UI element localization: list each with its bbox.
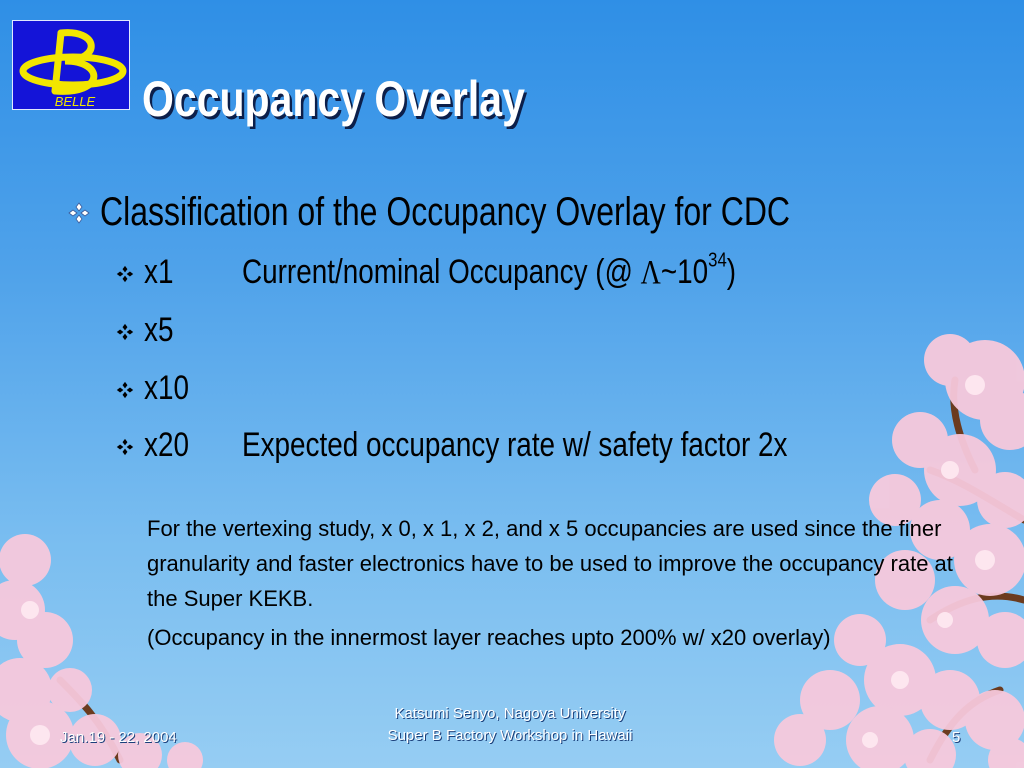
note-paragraph: For the vertexing study, x 0, x 1, x 2, and x 5 occupancies are used since the finer granularity and faster electronics have to be used to improve the occupancy rate at the Super KEKB. [147, 516, 953, 611]
exponent: 34 [708, 249, 727, 272]
diamond-bullet-icon [116, 265, 134, 283]
lambda-symbol: Λ [640, 254, 661, 291]
sub-bullet-key: x10 [144, 369, 189, 407]
footer-date: Jan.19 - 22, 2004 [60, 729, 177, 746]
diamond-bullet-icon [68, 202, 90, 224]
footer-center [340, 703, 680, 747]
note-paragraph: (Occupancy in the innermost layer reaches upto 200% w/ x20 overlay) [147, 625, 831, 650]
sub-bullet-key: x1 [144, 253, 174, 291]
page-title: Occupancy Overlay [142, 71, 525, 127]
sub-bullet-desc: Current/nominal Occupancy (@ $\Lambda\sim 10^{34}$) [242, 249, 737, 291]
footer-author: Katsumi Senyo, Nagoya University [394, 705, 626, 722]
diamond-bullet-icon [116, 323, 134, 341]
sub-bullet-key: x20 [144, 426, 189, 464]
sub-bullet-key: x5 [144, 311, 174, 349]
footer-event: Super B Factory Workshop in Hawaii [387, 727, 633, 744]
diamond-bullet-icon [116, 438, 134, 456]
diamond-bullet-icon [116, 381, 134, 399]
main-bullet-text: Classification of the Occupancy Overlay for CDC [100, 190, 791, 234]
belle-logo [12, 20, 130, 110]
logo-text: BELLE [54, 94, 96, 109]
page-number: 5 [952, 729, 961, 746]
sub-bullet-desc: Expected occupancy rate w/ safety factor 2x [242, 426, 788, 464]
